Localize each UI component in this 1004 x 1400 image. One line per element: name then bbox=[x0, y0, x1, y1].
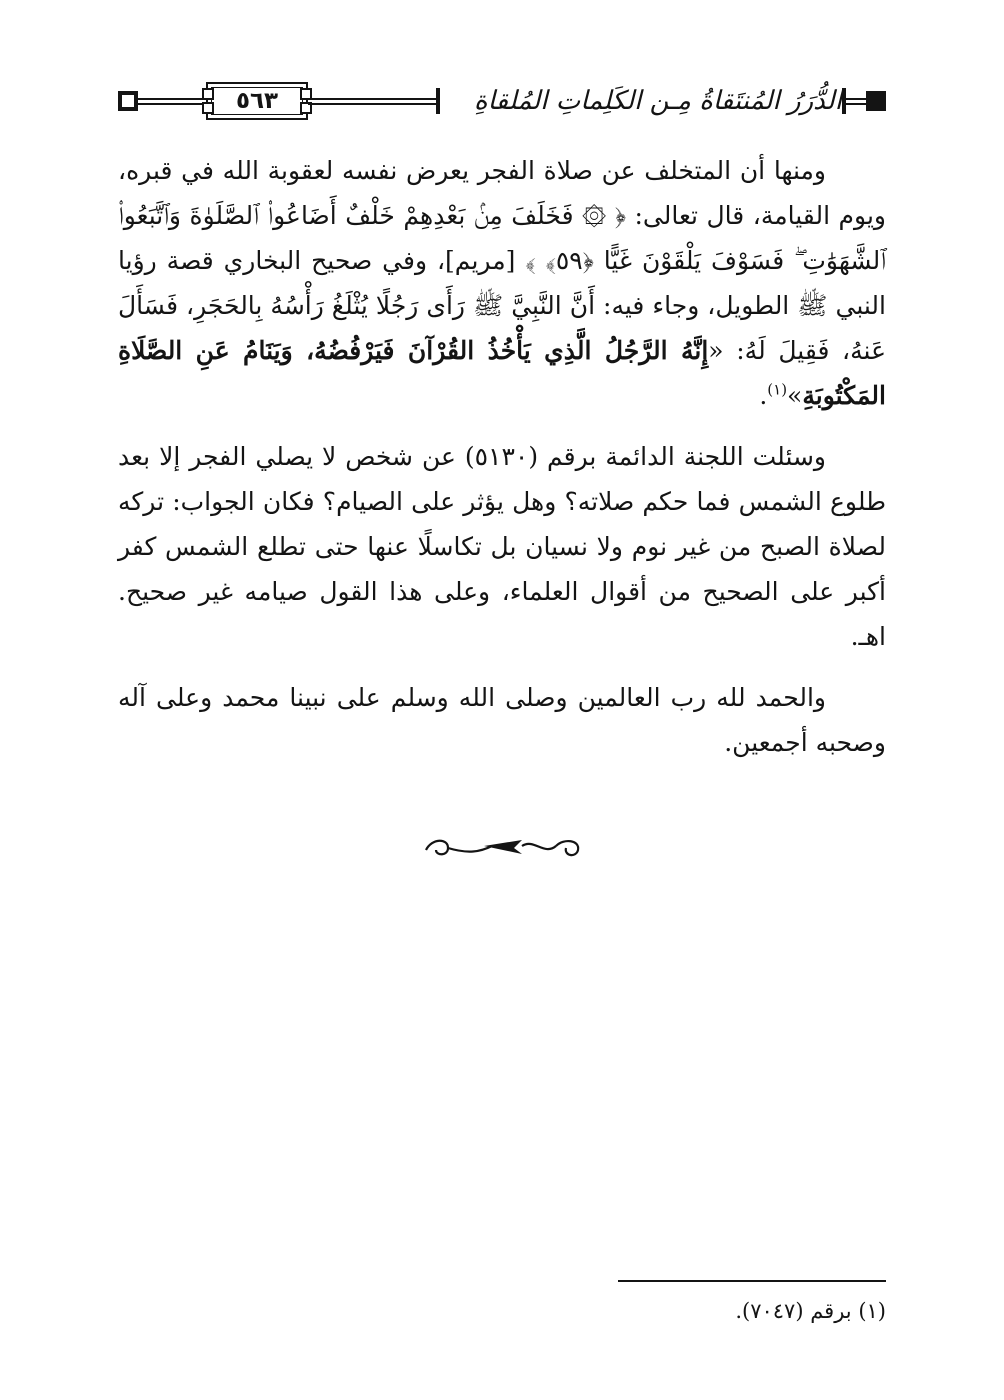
header-square-left bbox=[118, 91, 138, 111]
paragraph-2: وسئلت اللجنة الدائمة برقم (٥١٣٠) عن شخص لا يصلي الفجر إلا بعد طلوع الشمس فما حكم صلاته؟ وهل يؤثر على الصيام؟ فكان الجواب: تركه لصلاة الصبح من غير نوم ولا نسيان بل تكاسلًا عنها حتى تطلع الشمس كفر أكبر على الصحيح من أقوال العلماء، وعلى هذا القول صيامه غير صحيح. اهـ. bbox=[118, 442, 886, 651]
main-text bbox=[118, 148, 886, 765]
quote-close: » bbox=[787, 381, 803, 410]
paragraph-1-text: ومنها أن المتخلف عن صلاة الفجر يعرض نفسه لعقوبة الله في قبره، ويوم القيامة، قال تعالى: bbox=[118, 156, 886, 230]
frame-knot-icon bbox=[202, 88, 214, 100]
header-rule-mid-top bbox=[308, 98, 438, 100]
paragraph-1 bbox=[118, 148, 886, 418]
book-title: الدُّرَرُ المُنتَقاةُ مِـن الكَلِماتِ المُلقاةِ bbox=[470, 84, 846, 120]
ornament-divider-icon bbox=[418, 832, 586, 862]
page-number-frame bbox=[206, 82, 308, 120]
header-tick bbox=[436, 88, 440, 114]
page-number: ٥٦٣ bbox=[235, 88, 279, 114]
footnote-reference[interactable]: (١) bbox=[767, 380, 788, 399]
header-square-right bbox=[866, 91, 886, 111]
header-rule-right-bottom bbox=[844, 103, 866, 105]
footnote-separator bbox=[618, 1280, 886, 1282]
header-rule-right-top bbox=[844, 98, 866, 100]
paragraph-3: والحمد لله رب العالمين وصلى الله وسلم على نبينا محمد وعلى آله وصحبه أجمعين. bbox=[118, 683, 886, 757]
header-rule-left-top bbox=[138, 98, 206, 100]
hadith-quote: إِنَّهُ الرَّجُلُ الَّذِي يَأْخُذُ القُرْآنَ فَيَرْفُضُهُ، وَيَنَامُ عَنِ الصَّلَاةِ المَكْتُوبَةِ bbox=[118, 336, 886, 410]
header-rule-left-bottom bbox=[138, 103, 206, 105]
paragraph-1-text-cont: [مريم]، وفي صحيح البخاري قصة رؤيا النبي ﷺ الطويل، وجاء فيه: أَنَّ النَّبِيَّ ﷺ رَأَى رَجُلًا يُثْلَغُ رَأْسُهُ بِالحَجَرِ، فَسَأَلَ عَنهُ، فَقِيلَ لَهُ: « bbox=[118, 246, 886, 365]
page-header bbox=[118, 82, 886, 122]
header-tick bbox=[842, 88, 846, 114]
quran-verse: ﴿ ۞ فَخَلَفَ مِنۢ بَعْدِهِمْ خَلْفٌ أَضَاعُوا۟ ٱلصَّلَوٰةَ وَٱتَّبَعُوا۟ ٱلشَّهَوَٰتِ ۖ فَسَوْفَ يَلْقَوْنَ غَيًّا ﴿٥٩﴾ ﴾ bbox=[118, 201, 886, 275]
header-rule-mid-bottom bbox=[308, 103, 438, 105]
frame-knot-icon bbox=[202, 102, 214, 114]
footnote: (١) برقم (٧٠٤٧). bbox=[735, 1299, 886, 1323]
paragraph-1-end: . bbox=[759, 381, 768, 410]
